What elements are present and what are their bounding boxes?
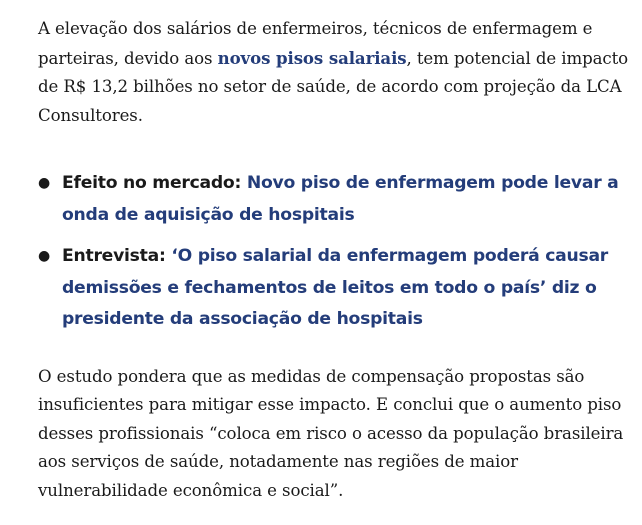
bullet-icon: ● bbox=[38, 175, 50, 191]
related-links-list bbox=[38, 168, 634, 336]
related-link-kicker: Entrevista bbox=[62, 246, 159, 266]
bullet-icon: ● bbox=[38, 248, 50, 264]
related-link-title[interactable]: Novo piso de enfermagem pode levar a onda de aquisição de hospitais bbox=[62, 173, 619, 225]
related-link-item bbox=[38, 241, 634, 336]
paragraph-intro-text-start: A elevação dos salários de enfermeiros, técnicos de enfermagem e parteiras, devido aos bbox=[38, 19, 593, 68]
paragraph-intro bbox=[38, 15, 634, 130]
related-link-title[interactable]: ‘O piso salarial da enfermagem poderá causar demissões e fechamentos de leitos em todo o país’ diz o presidente da associação de hospitais bbox=[62, 246, 609, 329]
related-link-separator: : bbox=[158, 246, 172, 266]
related-link-item bbox=[38, 168, 634, 231]
paragraph-study: O estudo pondera que as medidas de compensação propostas são insuficientes para mitigar esse impacto. E conclui que o aumento piso desses profissionais “coloca em risco o acesso da população brasileira aos serviços de saúde, notadamente nas regiões de maior vulnerabilidade econômica e social”. bbox=[38, 366, 624, 500]
pisos-salariais-link[interactable]: novos pisos salariais bbox=[217, 47, 407, 68]
related-link-kicker: Efeito no mercado: bbox=[62, 173, 247, 193]
paragraph-intro-text-end: , tem potencial de impacto de R$ 13,2 bilhões no setor de saúde, de acordo com projeção da LCA Consultores. bbox=[38, 48, 629, 125]
